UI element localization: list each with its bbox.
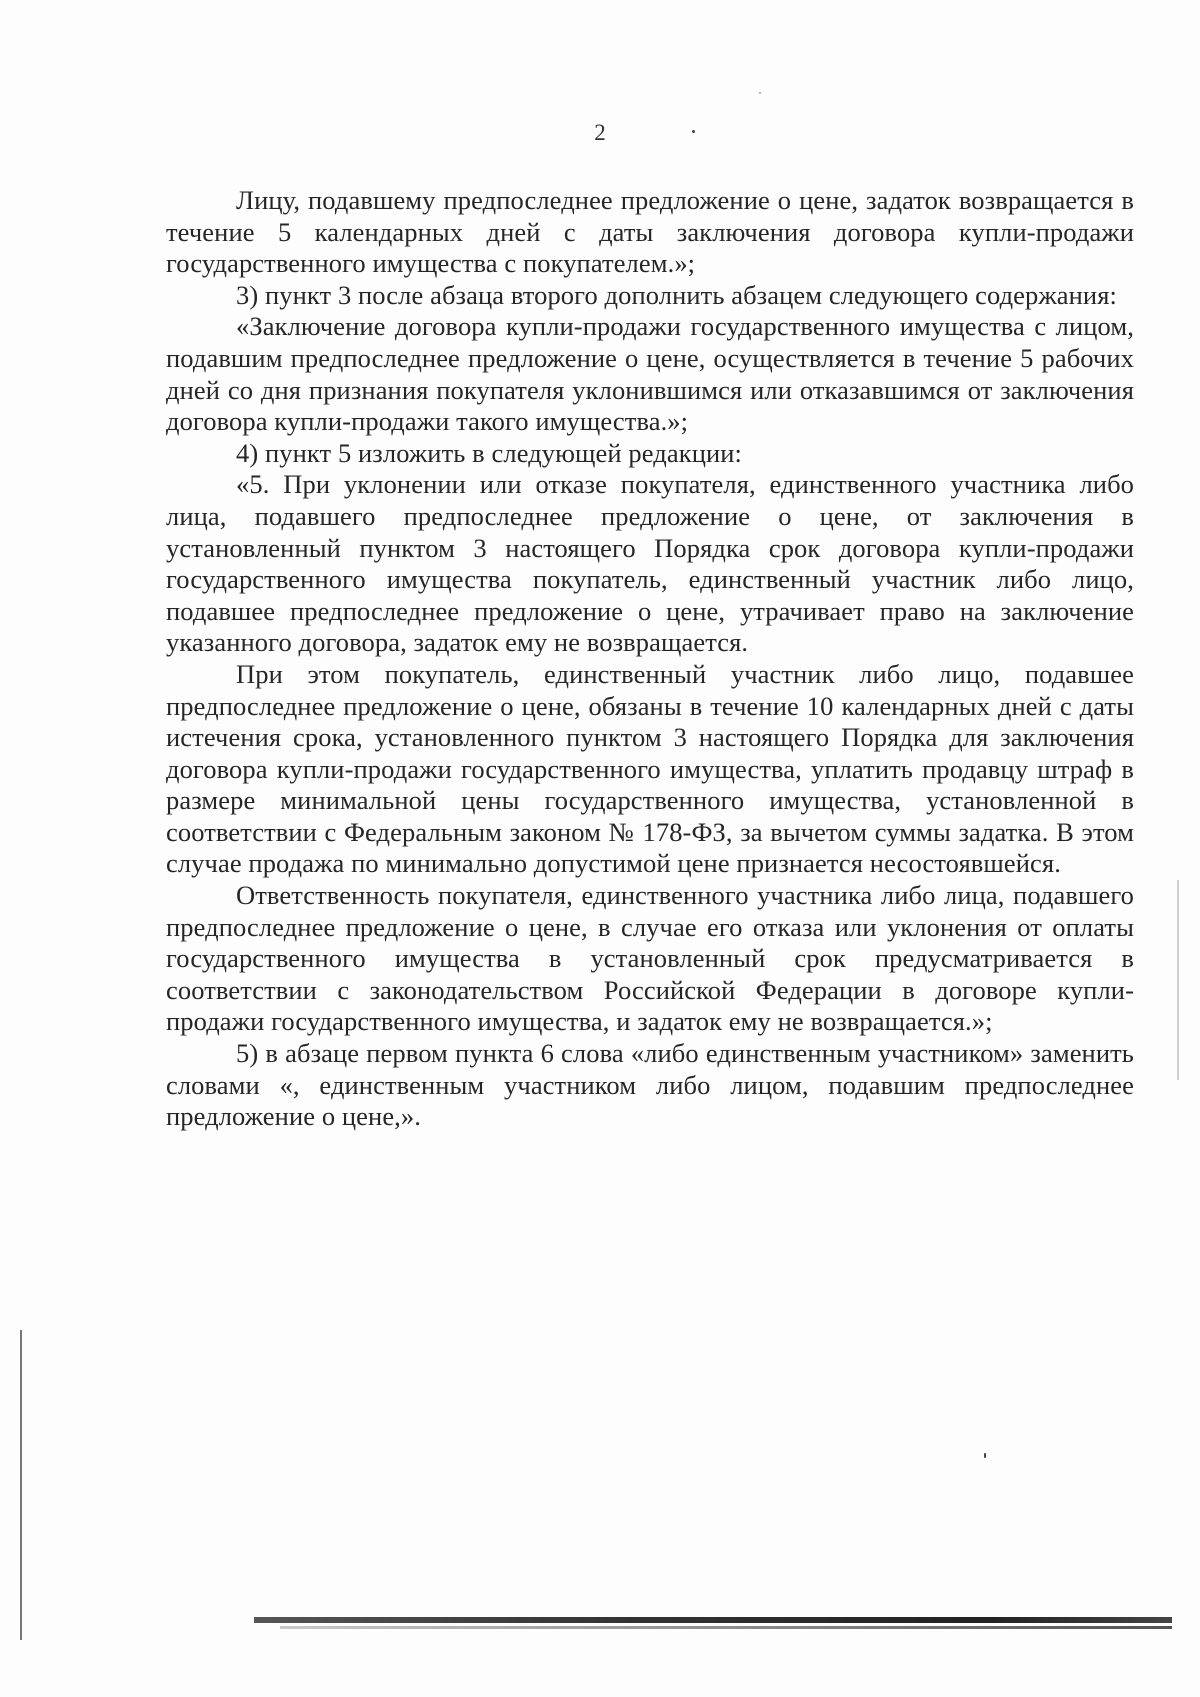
scan-bottom-rule <box>280 1626 1172 1629</box>
paragraph: Лицу, подавшему предпоследнее предложение о цене, задаток возвращается в течение 5 календарных дней с даты заключения договора купли-продажи государственного имущества с покупателем.»; <box>166 185 1134 279</box>
paragraph: 5) в абзаце первом пункта 6 слова «либо единственным участником» заменить словами «, единственным участником либо лицом, подавшим предпоследнее предложение о цене,». <box>166 1038 1134 1132</box>
scan-bottom-rule <box>254 1617 1172 1623</box>
scan-edge-line <box>20 1330 22 1640</box>
paragraph: 4) пункт 5 изложить в следующей редакции: <box>236 437 742 468</box>
paragraph: Ответственность покупателя, единственного участника либо лица, подавшего предпоследнее предложение о цене, в случае его отказа или уклонения от оплаты государственного имущества в установленный срок предусматривается в соответствии с законодательством Российской Федерации в договоре купли-продажи государственного имущества, и задаток ему не возвращается.»; <box>166 880 1134 1037</box>
page-number: 2 <box>594 120 606 145</box>
scan-speck <box>759 92 761 94</box>
paragraph: При этом покупатель, единственный участник либо лицо, подавшее предпоследнее предложение о цене, обязаны в течение 10 календарных дней с даты истечения срока, установленного пунктом 3 настоящего Порядка для заключения договора купли-продажи государственного имущества, уплатить продавцу штраф в размере минимальной цены государственного имущества, установленной в соответствии с Федеральным законом № 178-ФЗ, за вычетом суммы задатка. В этом случае продажа по минимально допустимой цене признается несостоявшейся. <box>166 658 1134 879</box>
paragraph: 3) пункт 3 после абзаца второго дополнить абзацем следующего содержания: <box>236 279 1117 310</box>
paragraph: «Заключение договора купли-продажи государственного имущества с лицом, подавшим предпоследнее предложение о цене, осуществляется в течение 5 рабочих дней со дня признания покупателя уклонившимся или отказавшимся от заключения договора купли-продажи такого имущества.»; <box>166 311 1134 437</box>
document-body <box>166 185 1134 1133</box>
scan-speck <box>984 1453 986 1458</box>
paragraph: «5. При уклонении или отказе покупателя, единственного участника либо лица, подавшего предпоследнее предложение о цене, от заключения в установленный пунктом 3 настоящего Порядка срок договора купли-продажи государственного имущества покупатель, единственный участник либо лицо, подавшее предпоследнее предложение о цене, утрачивает право на заключение указанного договора, задаток ему не возвращается. <box>166 469 1134 658</box>
scan-edge-line <box>1177 880 1179 1080</box>
scan-speck <box>692 130 695 133</box>
